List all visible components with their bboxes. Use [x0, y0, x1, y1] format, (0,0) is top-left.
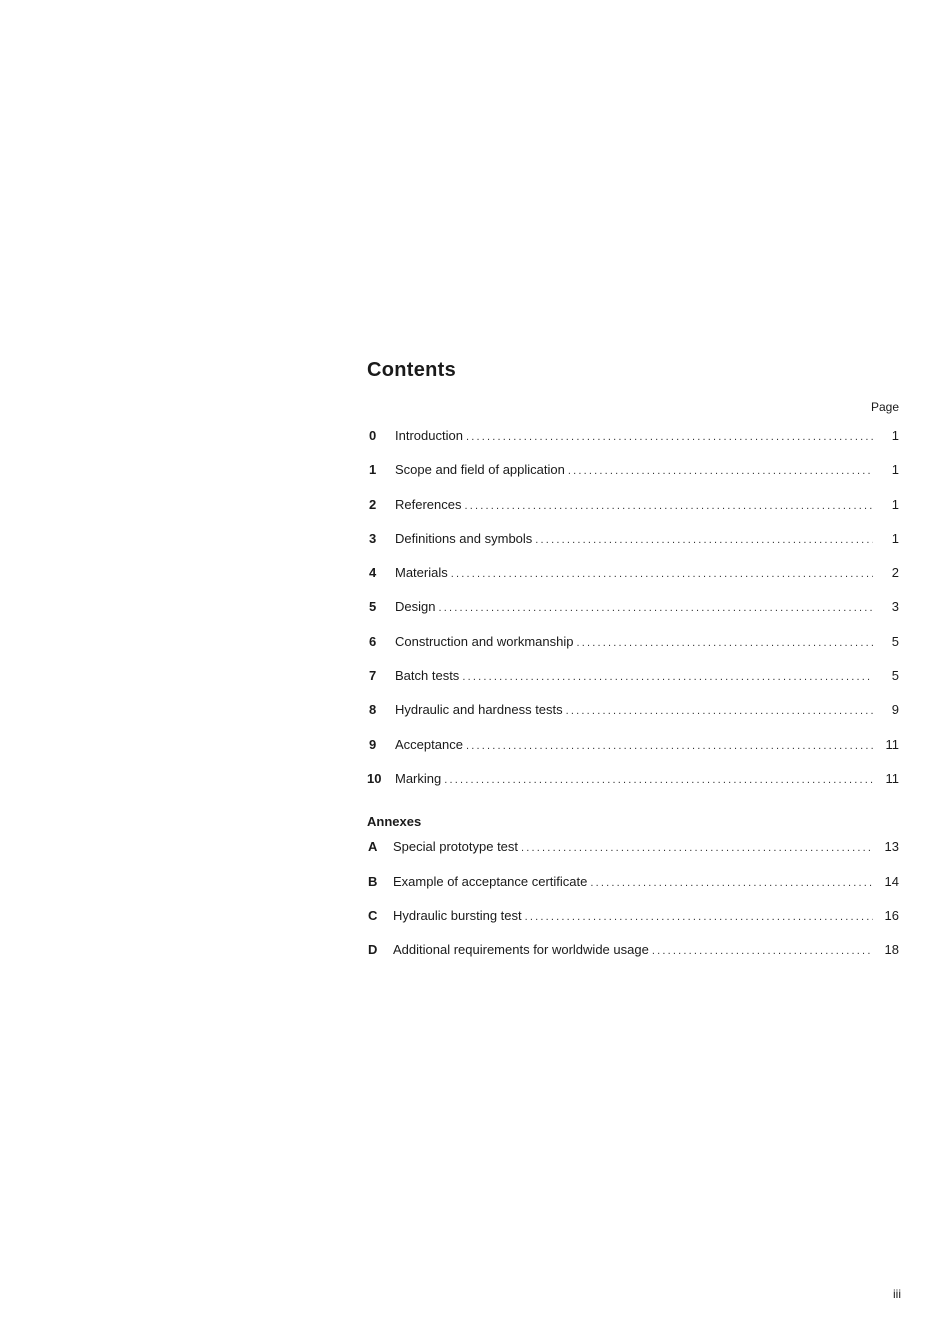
toc-entry[interactable] [367, 668, 899, 702]
entry-page: 3 [891, 599, 899, 615]
toc-entry[interactable] [367, 462, 899, 496]
entry-page: 1 [891, 496, 899, 512]
entry-page: 11 [885, 736, 899, 752]
dot-leader [652, 945, 873, 957]
dot-leader [438, 602, 873, 614]
entry-label: Marking [395, 770, 442, 786]
annex-page: 16 [884, 907, 899, 923]
contents-title: Contents [367, 359, 457, 381]
entry-page: 11 [885, 770, 899, 786]
entry-label: Introduction [395, 428, 463, 443]
toc-entry[interactable] [367, 634, 899, 668]
toc-entry[interactable] [367, 702, 899, 736]
entry-label: Hydraulic and hardness tests [395, 702, 563, 718]
dot-leader [576, 637, 873, 649]
clause-list [367, 428, 899, 805]
entry-number: 10 [367, 770, 382, 786]
entry-label: Acceptance [395, 736, 463, 752]
annex-letter: A [368, 839, 378, 855]
toc-entry[interactable] [367, 531, 899, 565]
annex-label: Special prototype test [393, 839, 519, 855]
entry-number: 4 [369, 565, 377, 581]
annex-label: Additional requirements for worldwide usage [393, 942, 649, 958]
entry-number: 6 [369, 633, 377, 649]
annexes-heading: Annexes [367, 814, 422, 830]
entry-number: 7 [369, 668, 377, 684]
entry-number: 9 [369, 736, 377, 752]
dot-leader [464, 500, 873, 512]
toc-entry[interactable] [367, 599, 899, 633]
entry-label: Scope and field of application [395, 462, 565, 478]
entry-number: 8 [369, 702, 377, 718]
entry-label: Design [395, 599, 436, 615]
dot-leader [566, 705, 873, 717]
entry-label: Batch tests [395, 668, 460, 684]
dot-leader [568, 465, 873, 477]
entry-page: 1 [891, 462, 899, 478]
dot-leader [590, 877, 873, 889]
dot-leader [462, 671, 873, 683]
table-of-contents [367, 355, 899, 976]
entry-page: 1 [891, 428, 899, 443]
entry-label: Construction and workmanship [395, 633, 574, 649]
toc-entry[interactable] [367, 737, 899, 771]
annex-label: Hydraulic bursting test [393, 907, 522, 923]
entry-page: 1 [891, 530, 899, 546]
entry-number: 2 [369, 496, 377, 512]
toc-entry[interactable] [367, 428, 899, 462]
annex-entry[interactable] [367, 942, 899, 976]
annex-letter: D [368, 942, 378, 958]
dot-leader [521, 842, 873, 854]
dot-leader [466, 740, 873, 752]
page-column-label: Page [870, 400, 899, 414]
dot-leader [535, 534, 873, 546]
annex-page: 14 [884, 873, 899, 889]
entry-label: References [395, 496, 462, 512]
dot-leader [444, 774, 873, 786]
annex-entry[interactable] [367, 839, 899, 873]
annex-letter: B [368, 873, 378, 889]
entry-page: 5 [891, 668, 899, 684]
annex-letter: C [368, 907, 378, 923]
dot-leader [466, 431, 873, 443]
entry-number: 5 [369, 599, 377, 615]
annex-entry[interactable] [367, 874, 899, 908]
entry-label: Definitions and symbols [395, 530, 533, 546]
entry-number: 3 [369, 530, 377, 546]
annex-list [367, 839, 899, 976]
entry-page: 9 [891, 702, 899, 718]
entry-label: Materials [395, 565, 448, 581]
entry-page: 2 [891, 565, 899, 581]
toc-entry[interactable] [367, 565, 899, 599]
entry-page: 5 [891, 633, 899, 649]
dot-leader [451, 568, 873, 580]
page-folio: iii [893, 1287, 901, 1301]
toc-entry[interactable] [367, 497, 899, 531]
annex-page: 13 [884, 839, 899, 855]
annex-page: 18 [884, 942, 899, 958]
annex-label: Example of acceptance certificate [393, 873, 588, 889]
dot-leader [525, 911, 873, 923]
annex-entry[interactable] [367, 908, 899, 942]
entry-number: 1 [369, 462, 377, 478]
toc-entry[interactable] [367, 771, 899, 805]
entry-number: 0 [369, 428, 377, 443]
